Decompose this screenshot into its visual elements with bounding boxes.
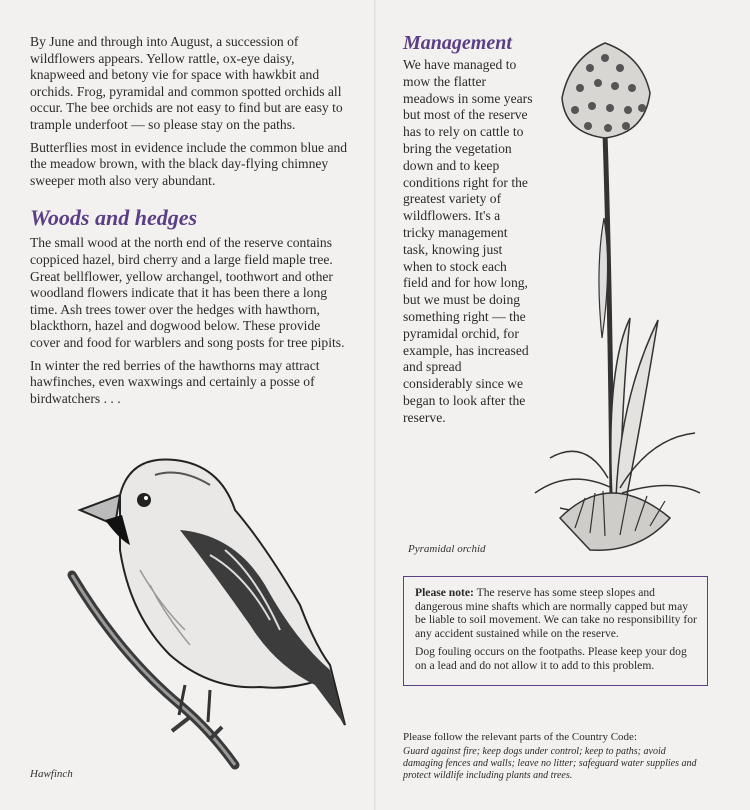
hawfinch-illustration [60, 455, 360, 775]
note-label: Please note: [415, 586, 474, 599]
country-code-title: Please follow the relevant parts of the Country Code: [403, 731, 637, 743]
note-text: The reserve has some steep slopes and dangerous mine shafts which are normally capped but may be liable to soil movement. We can take no responsibility for any accident sustained while on the reserve. [415, 586, 697, 640]
dog-fouling-paragraph: Dog fouling occurs on the footpaths. Please keep your dog on a lead and do not allow it to add to this problem. [415, 645, 687, 672]
hawfinch-caption: Hawfinch [30, 768, 73, 780]
safety-note-box [403, 576, 708, 686]
management-paragraph: We have managed to mow the flatter meadows in some years but most of the reserve has to rely on cattle to bring the vegetation down and to keep conditions right for the greatest variety of wildflowers. It's a tricky management task, knowing just when to stock each field and for how long, but we must be doing something right — the pyramidal orchid, for example, has increased and spread considerably since we began to look after the reserve. [403, 57, 533, 425]
orchid-caption: Pyramidal orchid [408, 543, 486, 555]
safety-note-paragraph [415, 586, 697, 640]
woods-heading: Woods and hedges [30, 205, 198, 231]
left-column [30, 34, 350, 413]
winter-paragraph: In winter the red berries of the hawthorns may attract hawfinches, even waxwings and certainly a posse of birdwatchers . . . [30, 357, 320, 406]
wildflowers-paragraph: By June and through into August, a succession of wildflowers appears. Yellow rattle, ox-eye daisy, knapweed and betony vie for space with hawkbit and orchids. Frog, pyramidal and common spotted orchids all occur. The bee orchids are not easy to find but are easy to trample underfoot — so please stay on the paths. [30, 34, 343, 132]
pyramidal-orchid-illustration [530, 38, 710, 558]
country-code-text: Guard against fire; keep dogs under control; keep to paths; avoid damaging fences and walls; leave no litter; safeguard water supplies and protect wildlife including plants and trees. [403, 746, 697, 781]
management-heading: Management [403, 32, 512, 54]
butterflies-paragraph: Butterflies most in evidence include the common blue and the meadow brown, with the black day-flying chimney sweeper moth also very abundant. [30, 139, 348, 188]
page-fold [374, 0, 376, 810]
woods-paragraph: The small wood at the north end of the reserve contains coppiced hazel, bird cherry and a large field maple tree. Great bellflower, yellow archangel, toothwort and other woodland flowers indicate that it has been there a long time. Ash trees tower over the hedges with hawthorn, blackthorn, hazel and dogwood below. These provide cover and food for warblers and song posts for tree pipits. [30, 235, 345, 350]
